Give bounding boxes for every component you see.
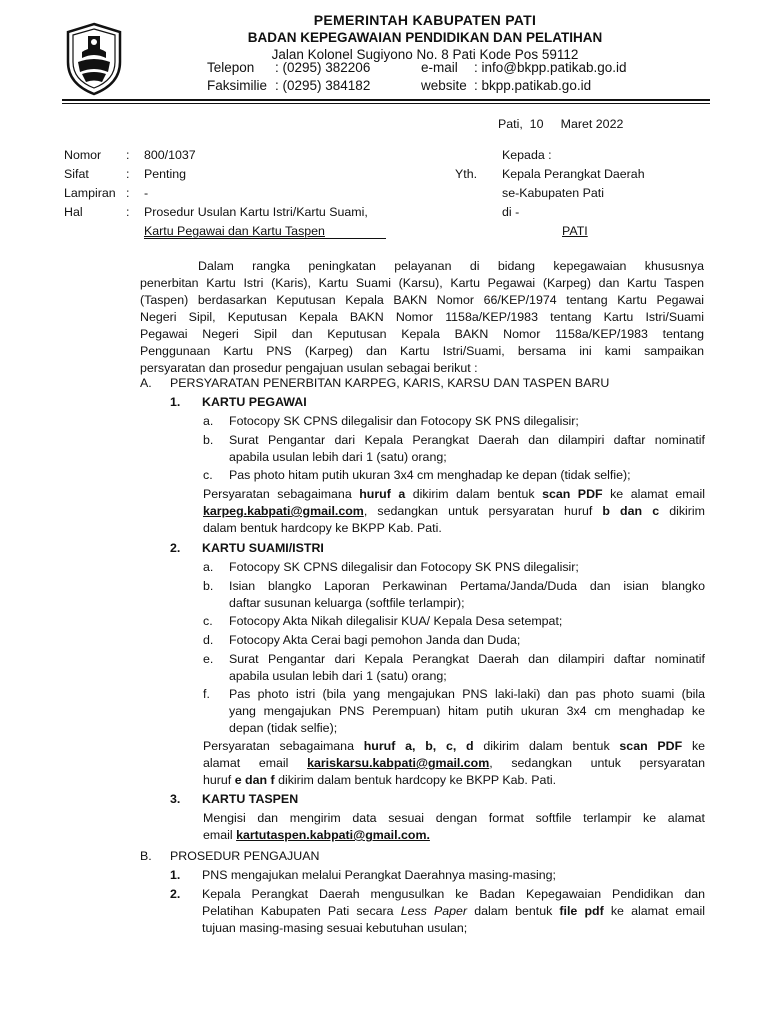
item-line: Surat Pengantar dari Kepala Perangkat Daerah dan dilampiri daftar nominatif	[229, 433, 705, 447]
fax-label: Faksimilie	[207, 78, 268, 93]
intro-line: persyaratan dan prosedur pengajuan usulan sebagai berikut :	[140, 361, 478, 375]
item-text	[229, 651, 705, 685]
intro-line: Dalam rangka peningkatan pelayanan di bidang kepegawaian khususnya	[198, 259, 704, 273]
item-mark: f.	[203, 687, 210, 701]
kariskarsu-email-link[interactable]: kariskarsu.kabpati@gmail.com	[307, 756, 490, 770]
nomor-label: Nomor	[64, 148, 102, 162]
section-a-mark: A.	[140, 376, 152, 390]
item-text	[229, 686, 705, 737]
section-b-title: PROSEDUR PENGAJUAN	[170, 849, 320, 863]
item-line: Fotocopy SK CPNS dilegalisir dan Fotocopy SK PNS dilegalisir;	[229, 414, 579, 428]
item-mark: c.	[203, 614, 213, 628]
sifat-label: Sifat	[64, 167, 89, 181]
note-text: dikirim dalam bentuk hardcopy ke BKPP Kab. Pati.	[274, 773, 557, 787]
telepon-value: : (0295) 382206	[275, 60, 371, 75]
kartu-taspen-title: KARTU TASPEN	[202, 792, 299, 806]
fax-value: : (0295) 384182	[275, 78, 371, 93]
item-bold: file pdf	[559, 904, 604, 918]
website-label: website	[421, 78, 467, 93]
note-line	[203, 755, 705, 772]
note-line	[203, 772, 705, 789]
item-line: Pas photo istri (bila yang mengajukan PNS laki-laki) dan pas photo suami (bila	[229, 687, 705, 701]
item-text	[202, 867, 705, 884]
pati-regency-emblem-icon	[62, 22, 126, 96]
government-name: PEMERINTAH KABUPATEN PATI	[313, 12, 537, 28]
agency-name: BADAN KEPEGAWAIAN PENDIDIKAN DAN PELATIHAN	[247, 30, 603, 45]
kartu-taspen-mark: 3.	[170, 792, 181, 806]
colon: :	[126, 148, 130, 162]
item-line: daftar susunan keluarga (softfile terlampir);	[229, 596, 465, 610]
item-text	[229, 432, 705, 466]
item-text	[202, 886, 705, 937]
sifat-value: Penting	[144, 167, 187, 181]
letter-date: Pati, 10 Maret 2022	[498, 117, 624, 131]
item-line: apabila usulan lebih dari 1 (satu) orang;	[229, 450, 447, 464]
item-line: PNS mengajukan melalui Perangkat Daerahnya masing-masing;	[202, 868, 557, 882]
letterhead-text	[130, 12, 720, 64]
note-text: , sedangkan untuk persyaratan huruf	[363, 504, 603, 518]
agency-address: Jalan Kolonel Sugiyono No. 8 Pati Kode Pos 59112	[271, 47, 579, 62]
item-mark: e.	[203, 652, 214, 666]
note-line: Mengisi dan mengirim data sesuai dengan format softfile terlampir ke alamat	[203, 811, 705, 825]
item-text	[229, 578, 705, 612]
item-italic: Less Paper	[400, 904, 468, 918]
telepon-label: Telepon	[207, 60, 255, 75]
item-line: Fotocopy SK CPNS dilegalisir dan Fotocopy SK PNS dilegalisir;	[229, 560, 579, 574]
note-bold: huruf a, b, c, d	[363, 739, 474, 753]
intro-line: Negeri Sipil, Keputusan Kepala BAKN Nomor 1158a/KEP/1983 tentang Kartu Istri/Suami	[140, 310, 704, 324]
item-line: apabila usulan lebih dari 1 (satu) orang;	[229, 669, 447, 683]
email-label: e-mail	[421, 60, 458, 75]
kartu-suami-istri-title: KARTU SUAMI/ISTRI	[202, 541, 324, 555]
note-bold: huruf a	[359, 487, 406, 501]
item-line: Isian blangko Laporan Perkawinan Pertama/Janda/Duda dan isian blangko	[229, 579, 705, 593]
item-mark: 2.	[170, 887, 181, 901]
kartu-pegawai-mark: 1.	[170, 395, 181, 409]
note-text: , sedangkan untuk persyaratan	[489, 756, 705, 770]
website-value: : bkpp.patikab.go.id	[474, 78, 592, 93]
kartu-taspen-text	[203, 810, 705, 844]
letterhead	[0, 0, 768, 100]
note-text: dikirim dalam bentuk	[405, 487, 543, 501]
item-text-part: dalam bentuk	[467, 904, 560, 918]
lampiran-label: Lampiran	[64, 186, 116, 200]
contact-row-1	[207, 59, 627, 77]
item-line: Fotocopy Akta Cerai bagi pemohon Janda dan Duda;	[229, 633, 521, 647]
note-bold: scan PDF	[619, 739, 683, 753]
addressee-line-2: se-Kabupaten Pati	[502, 186, 604, 200]
intro-paragraph	[140, 258, 704, 377]
item-line: tujuan masing-masing sesuai kebutuhan usulan;	[202, 921, 468, 935]
item-mark: 1.	[170, 868, 181, 882]
item-line: depan (tidak selfie);	[229, 721, 338, 735]
item-line: Pas photo hitam putih ukuran 3x4 cm menghadap ke depan (tidak selfie);	[229, 468, 631, 482]
note-text: Persyaratan sebagaimana	[203, 487, 360, 501]
item-mark: b.	[203, 579, 214, 593]
note-text: dikirim dalam bentuk	[473, 739, 620, 753]
item-text	[229, 613, 705, 630]
lampiran-value: -	[144, 186, 149, 200]
note-line	[203, 486, 705, 503]
item-line: Surat Pengantar dari Kepala Perangkat Daerah dan dilampiri daftar nominatif	[229, 652, 705, 666]
hal-label: Hal	[64, 205, 83, 219]
note-text: ke alamat email	[602, 487, 705, 501]
note-line	[203, 503, 705, 520]
note-line	[203, 827, 705, 844]
intro-line: penerbitan Kartu Istri (Karis), Kartu Suami (Karsu), Kartu Pegawai (Karpeg) dan Kartu Taspen	[140, 276, 704, 290]
item-mark: a.	[203, 414, 214, 428]
item-line	[202, 903, 705, 920]
item-mark: d.	[203, 633, 214, 647]
item-text-part: ke alamat email	[603, 904, 705, 918]
item-mark: b.	[203, 433, 214, 447]
addressee-line-4: PATI	[562, 224, 588, 238]
item-mark: a.	[203, 560, 214, 574]
item-mark: c.	[203, 468, 213, 482]
intro-line: (Taspen) berdasarkan Keputusan Kepala BAKN Nomor 66/KEP/1974 tentang Kartu Pegawai	[140, 293, 704, 307]
item-line: Fotocopy Akta Nikah dilegalisir KUA/ Kepala Desa setempat;	[229, 614, 563, 628]
item-line: Kepala Perangkat Daerah mengusulkan ke Badan Kepegawaian Pendidikan dan	[202, 887, 705, 901]
colon: :	[126, 167, 130, 181]
note-line	[203, 738, 705, 755]
kepada-label: Kepada :	[502, 148, 552, 162]
intro-line: Pegawai Negeri Sipil dan Keputusan Kepala BAKN Nomor 1158a/KEP/1983 tentang	[140, 327, 704, 341]
note-bold: b dan c	[602, 504, 660, 518]
item-text-part: Pelatihan Kabupaten Pati secara	[202, 904, 401, 918]
note-text: ke	[682, 739, 706, 753]
hal-underline	[144, 238, 386, 239]
kartu-pegawai-title: KARTU PEGAWAI	[202, 395, 307, 409]
addressee-line-1: Kepala Perangkat Daerah	[502, 167, 645, 181]
note-line: dalam bentuk hardcopy ke BKPP Kab. Pati.	[203, 521, 442, 535]
kartutaspen-email-link[interactable]: kartutaspen.kabpati@gmail.com.	[236, 828, 430, 842]
item-text	[229, 559, 705, 576]
karpeg-email-link[interactable]: karpeg.kabpati@gmail.com	[203, 504, 364, 518]
nomor-value: 800/1037	[144, 148, 196, 162]
yth-label: Yth.	[455, 167, 478, 181]
colon: :	[126, 205, 130, 219]
item-text	[229, 632, 705, 649]
item-text	[229, 467, 705, 484]
letterhead-rule-thick	[62, 99, 710, 101]
letterhead-rule-thin	[62, 103, 710, 104]
addressee-line-3: di -	[502, 205, 520, 219]
note-text: alamat email	[203, 756, 308, 770]
section-a-title: PERSYARATAN PENERBITAN KARPEG, KARIS, KARSU DAN TASPEN BARU	[170, 376, 610, 390]
kartu-suami-istri-note	[203, 738, 705, 789]
email-value: : info@bkpp.patikab.go.id	[474, 60, 627, 75]
note-bold: scan PDF	[542, 487, 603, 501]
intro-line: Penggunaan Kartu PNS (Karpeg) dan Kartu Istri/Suami, bersama ini kami sampaikan	[140, 344, 704, 358]
kartu-suami-istri-mark: 2.	[170, 541, 181, 555]
note-text: huruf	[203, 773, 235, 787]
hal-line-1: Prosedur Usulan Kartu Istri/Kartu Suami,	[144, 205, 368, 219]
item-text	[229, 413, 705, 430]
item-line: yang mengajukan PNS Perempuan) hitam putih ukuran 3x4 cm menghadap ke	[229, 704, 705, 718]
note-text: Persyaratan sebagaimana	[203, 739, 364, 753]
note-bold: e dan f	[234, 773, 275, 787]
note-text: dikirim	[659, 504, 705, 518]
section-b-mark: B.	[140, 849, 152, 863]
contact-row-2	[207, 77, 591, 95]
colon: :	[126, 186, 130, 200]
note-text: email	[203, 828, 237, 842]
hal-line-2: Kartu Pegawai dan Kartu Taspen	[144, 224, 325, 238]
kartu-pegawai-note	[203, 486, 705, 537]
